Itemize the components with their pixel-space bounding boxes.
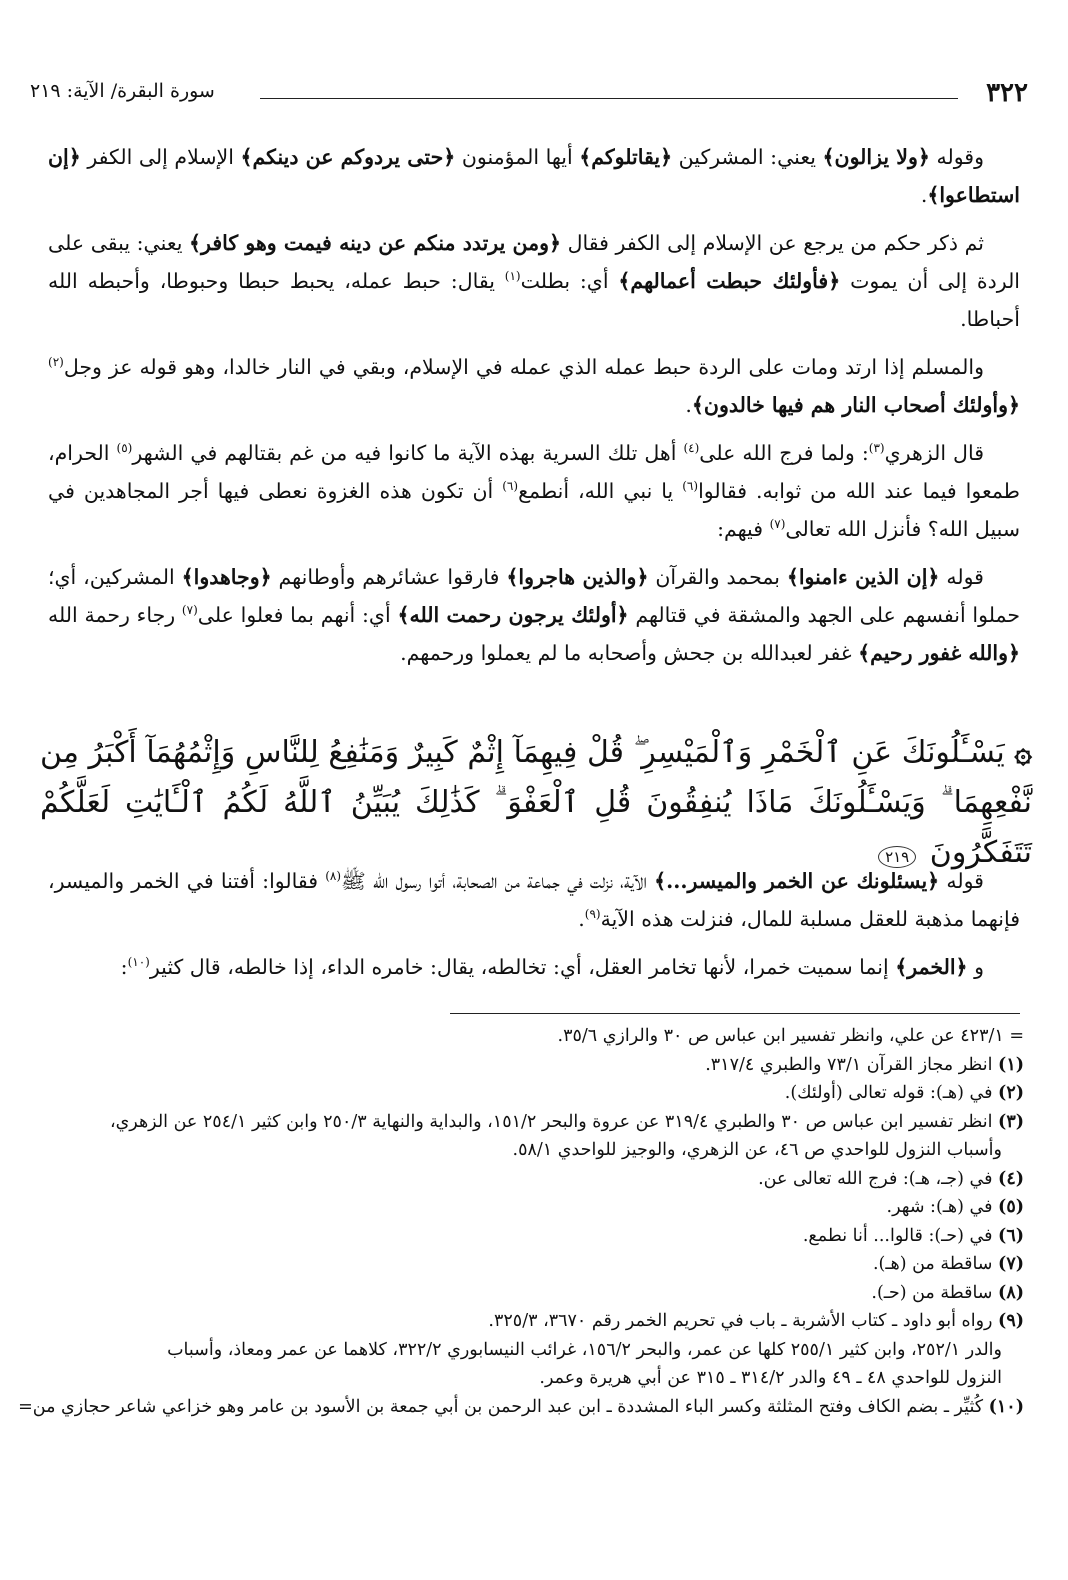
- running-title: سورة البقرة/ الآية: ٢١٩: [30, 80, 215, 102]
- footnote-line: [30, 1279, 1024, 1308]
- footnote-text: ساقطة من (حـ).: [871, 1282, 999, 1303]
- text-run: أي: أنهم بما فعلوا على: [197, 603, 398, 627]
- header-rule: [260, 98, 958, 99]
- footnote-number: (٢): [998, 1083, 1024, 1103]
- text-run: الحرام، طمعوا فيما عند الله من ثوابه. فقالوا: [48, 441, 1021, 503]
- text-run: الآية، نزلت في جماعة من الصحابة، أتوا رسول الله ﷺ: [341, 869, 655, 893]
- footnote-line: [30, 1108, 1024, 1137]
- page-header: [30, 78, 1028, 114]
- text-run: فارقوا عشائرهم وأوطانهم: [271, 565, 507, 589]
- quoted-phrase: ﴿يقاتلوكم﴾: [579, 145, 673, 169]
- text-run: .: [685, 393, 692, 417]
- footnote-ref: (١٠): [127, 955, 150, 970]
- text-run: :: [120, 955, 128, 979]
- footnote-text: ساقطة من (هـ).: [872, 1254, 999, 1274]
- text-run: قوله: [939, 869, 984, 893]
- footnote-line: [18, 1393, 1024, 1422]
- text-run: : ولما فرج الله على: [699, 441, 869, 465]
- text-run: غفر لعبدالله بن جحش وأصحابه ما لم يعملوا ورحمهم.: [400, 641, 859, 665]
- footnote-line: [30, 1336, 1024, 1365]
- footnote-line: [30, 1193, 1024, 1222]
- footnote-ref: (٦): [502, 479, 519, 494]
- ayah-number-badge: ٢١٩: [878, 846, 916, 868]
- footnote-number: (٥): [998, 1197, 1024, 1217]
- paragraph: [48, 948, 1020, 986]
- text-run: .: [920, 183, 928, 207]
- paragraph: [48, 862, 1020, 938]
- footnote-number: (٨): [998, 1282, 1024, 1303]
- footnote-line: [30, 1136, 1024, 1165]
- footnote-text: في (جـ، هـ): فرج الله تعالى عن.: [758, 1168, 999, 1189]
- footnote-line: [30, 1079, 1024, 1108]
- quoted-phrase: ﴿والذين هاجروا﴾: [506, 565, 649, 589]
- footnote-ref: (٣): [868, 441, 885, 456]
- text-run: إنما سميت خمرا، لأنها تخامر العقل، أي: تخالطه، يقال: خامره الداء، إذا خالطه، قال كثير: [149, 955, 896, 979]
- text-run: فقالوا: أفتنا في الخمر والميسر، فإنهما مذهبة للعقل مسلبة للمال، فنزلت هذه الآية: [48, 869, 1020, 931]
- footnote-text: رواه أبو داود ـ كتاب الأشربة ـ باب في تحريم الخمر رقم ٣٦٧٠، ٣٢٥/٣.: [488, 1311, 999, 1331]
- footnote-number: (٤): [998, 1168, 1024, 1189]
- text-run: الإسلام إلى الكفر: [80, 145, 241, 169]
- footnote-number: (١٠): [988, 1396, 1024, 1417]
- verse-text: يَسْـَٔلُونَكَ عَنِ ٱلْخَمْرِ وَٱلْمَيْسِرِ ۖ قُلْ فِيهِمَآ إِثْمٌ كَبِيرٌ وَمَنَٰفِعُ لِلنَّاسِ وَإِثْمُهُمَآ أَكْبَرُ مِن نَّفْعِهِمَا ۗ وَيَسْـَٔلُونَكَ مَاذَا يُنفِقُونَ قُلِ ٱلْعَفْوَ ۗ كَذَٰلِكَ يُبَيِّنُ ٱللَّهُ لَكُمُ ٱلْـَٔايَٰتِ لَعَلَّكُمْ تَتَفَكَّرُونَ: [40, 735, 1032, 870]
- quoted-phrase: ﴿حتى يردوكم عن دينكم﴾: [240, 145, 456, 169]
- footnote-ref: (٩): [584, 907, 601, 922]
- footnote-number: (٩): [998, 1311, 1024, 1331]
- text-run: وقوله: [929, 145, 985, 169]
- text-run: ثم ذكر حكم من يرجع عن الإسلام إلى الكفر فقال: [561, 231, 984, 255]
- footnote-line: [30, 1250, 1024, 1279]
- footnote-number: (٦): [998, 1225, 1024, 1246]
- footnote-text: النزول للواحدي ٤٨ ـ ٤٩ والدر ٣١٤/٢ ـ ٣١٥ عن أبي هريرة وعمر.: [539, 1368, 1002, 1388]
- text-run: يا نبي الله، أنطمع: [518, 479, 683, 503]
- footnote-ref: (٥): [116, 441, 133, 456]
- footnote-text: = ٤٢٣/١ عن علي، وانظر تفسير ابن عباس ص ٣٠ والرازي ٣٥/٦.: [557, 1026, 1024, 1046]
- footnote-line: [30, 1364, 1024, 1393]
- footnote-number: (٣): [998, 1111, 1024, 1132]
- footnote-rule: [450, 1013, 1020, 1014]
- footnote-line: [30, 1165, 1024, 1194]
- main-text: [48, 138, 1020, 682]
- quoted-phrase: ﴿فأولئك حبطت أعمالهم﴾: [618, 269, 841, 293]
- footnotes: [18, 1022, 1024, 1421]
- text-run: أي: بطلت: [520, 269, 619, 293]
- footnote-text: في (هـ): شهر.: [886, 1197, 999, 1217]
- quoted-phrase: ﴿إن الذين ءامنوا﴾: [786, 565, 940, 589]
- text-run: .: [578, 907, 585, 931]
- footnote-line: [30, 1307, 1024, 1336]
- text-run: بمحمد والقرآن: [648, 565, 787, 589]
- text-run: قوله: [939, 565, 984, 589]
- page-number: ٣٢٢: [986, 78, 1028, 108]
- footnote-text: انظر مجاز القرآن ٧٣/١ والطبري ٣١٧/٤.: [705, 1054, 999, 1075]
- text-run: يقال: حبط عمله، يحبط حبطا وحبوطا، وأحبطه الله أحباطا.: [48, 269, 1020, 331]
- quoted-phrase: ﴿وجاهدوا﴾: [181, 565, 272, 589]
- text-run: أهل تلك السرية بهذه الآية ما كانوا فيه من غم بقتالهم في الشهر: [132, 441, 684, 465]
- text-run: و: [967, 955, 984, 979]
- text-run: فيهم:: [717, 517, 770, 541]
- paragraph: [48, 224, 1020, 338]
- footnote-ref: (٧): [769, 517, 786, 532]
- footnote-text: وأسباب النزول للواحدي ص ٤٦، عن الزهري، والوجيز للواحدي ٥٨/١.: [512, 1140, 1002, 1160]
- text-run: قال الزهري: [884, 441, 984, 465]
- footnote-line: [30, 1051, 1024, 1080]
- footnote-text: في (هـ): قوله تعالى (أولئك).: [784, 1083, 999, 1103]
- quran-verse: [40, 728, 1032, 882]
- text-run: أن تكون هذه الغزوة نعطى فيها أجر المجاهدين في سبيل الله؟ فأنزل الله تعالى: [48, 479, 1020, 541]
- footnote-text: انظر تفسير ابن عباس ص ٣٠ والطبري ٣١٩/٤ عن عروة والبحر ١٥١/٢، والبداية والنهاية ٢٥٠/٣ وابن كثير ٢٥٤/١ عن الزهري،: [109, 1111, 999, 1132]
- footnote-line: [30, 1222, 1024, 1251]
- footnote-text: والدر ٢٥٢/١، وابن كثير ٢٥٥/١ كلها عن عمر، والبحر ١٥٦/٢، غرائب النيسابوري ٣٢٢/٢، كلاهما عن عمر ومعاذ، وأسباب: [167, 1339, 1002, 1360]
- quoted-phrase: ﴿الخمر﴾: [895, 955, 968, 979]
- quoted-phrase: ﴿يسئلونك عن الخمر والميسر...﴾: [654, 869, 940, 893]
- text-run: رجاء رحمة الله: [48, 603, 182, 627]
- quoted-phrase: ﴿إن استطاعوا﴾: [48, 145, 1020, 207]
- paragraph: [48, 348, 1020, 424]
- footnote-number: (١): [998, 1054, 1024, 1075]
- footnote-ref: (٨): [325, 869, 342, 884]
- footnote-line: [30, 1022, 1024, 1051]
- footnote-ref: (٦): [682, 479, 699, 494]
- footnote-number: (٧): [998, 1254, 1024, 1274]
- text-run: والمسلم إذا ارتد ومات على الردة حبط عمله الذي عمله في الإسلام، وبقي في النار خالدا، وهو قوله عز وجل: [63, 355, 984, 379]
- footnote-text: كُثيِّر ـ بضم الكاف وفتح المثلثة وكسر الباء المشددة ـ ابن عبد الرحمن بن أبي جمعة بن الأسود بن عامر وهو خزاعي شاعر حجازي من=: [18, 1396, 989, 1417]
- text-run: المشركين، أي؛ حملوا أنفسهم على الجهد والمشقة في قتالهم: [48, 565, 1021, 627]
- quoted-phrase: ﴿ومن يرتدد منكم عن دينه فيمت وهو كافر﴾: [189, 231, 562, 255]
- paragraph: [48, 434, 1020, 548]
- paragraph: [48, 138, 1020, 214]
- footnote-ref: (٢): [48, 355, 64, 370]
- paragraph: [48, 558, 1020, 672]
- main-text-continued: [48, 862, 1020, 996]
- text-run: أيها المؤمنون: [455, 145, 580, 169]
- quoted-phrase: ﴿ولا يزالون﴾: [822, 145, 930, 169]
- verse-open-mark: ۞: [1014, 735, 1032, 770]
- quoted-phrase: ﴿وأولئك أصحاب النار هم فيها خالدون﴾: [691, 393, 1020, 417]
- text-run: يعني: المشركين: [672, 145, 823, 169]
- quoted-phrase: ﴿أولئك يرجون رحمت الله﴾: [397, 603, 629, 627]
- text-run: يعني: يبقى على الردة إلى أن يموت: [48, 231, 1021, 293]
- footnote-ref: (٧): [181, 603, 198, 618]
- quoted-phrase: ﴿والله غفور رحيم﴾: [858, 641, 1020, 665]
- footnote-text: في (حـ): قالوا... أنا نطمع.: [802, 1225, 999, 1246]
- footnote-ref: (١): [504, 269, 521, 284]
- footnote-ref: (٤): [683, 441, 700, 456]
